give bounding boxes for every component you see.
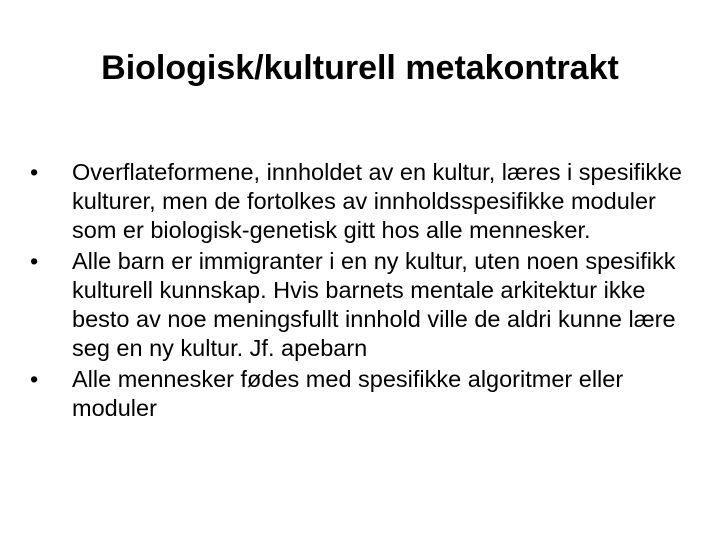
bullet-text: Alle barn er immigranter i en ny kultur, uten noen spesifikk kulturell kunnskap. Hvis barnets mentale arkitektur ikke besto av noe meningsfullt innhold ville de aldri kunne lære seg en ny kultur. Jf. apebarn <box>72 248 676 361</box>
bullet-dot-icon: • <box>30 366 39 392</box>
bullet-list <box>28 158 698 425</box>
bullet-item <box>28 158 698 245</box>
slide-title: Biologisk/kulturell metakontrakt <box>101 49 619 87</box>
bullet-text: Overflateformene, innholdet av en kultur, læres i spesifikke kulturer, men de fortolkes av innholdsspesifikke moduler som er biologisk-genetisk gitt hos alle mennesker. <box>72 159 682 243</box>
bullet-item <box>28 365 698 423</box>
bullet-dot-icon: • <box>30 159 39 185</box>
bullet-dot-icon: • <box>30 248 39 274</box>
bullet-item <box>28 247 698 363</box>
bullet-text: Alle mennesker fødes med spesifikke algoritmer eller moduler <box>72 366 624 421</box>
